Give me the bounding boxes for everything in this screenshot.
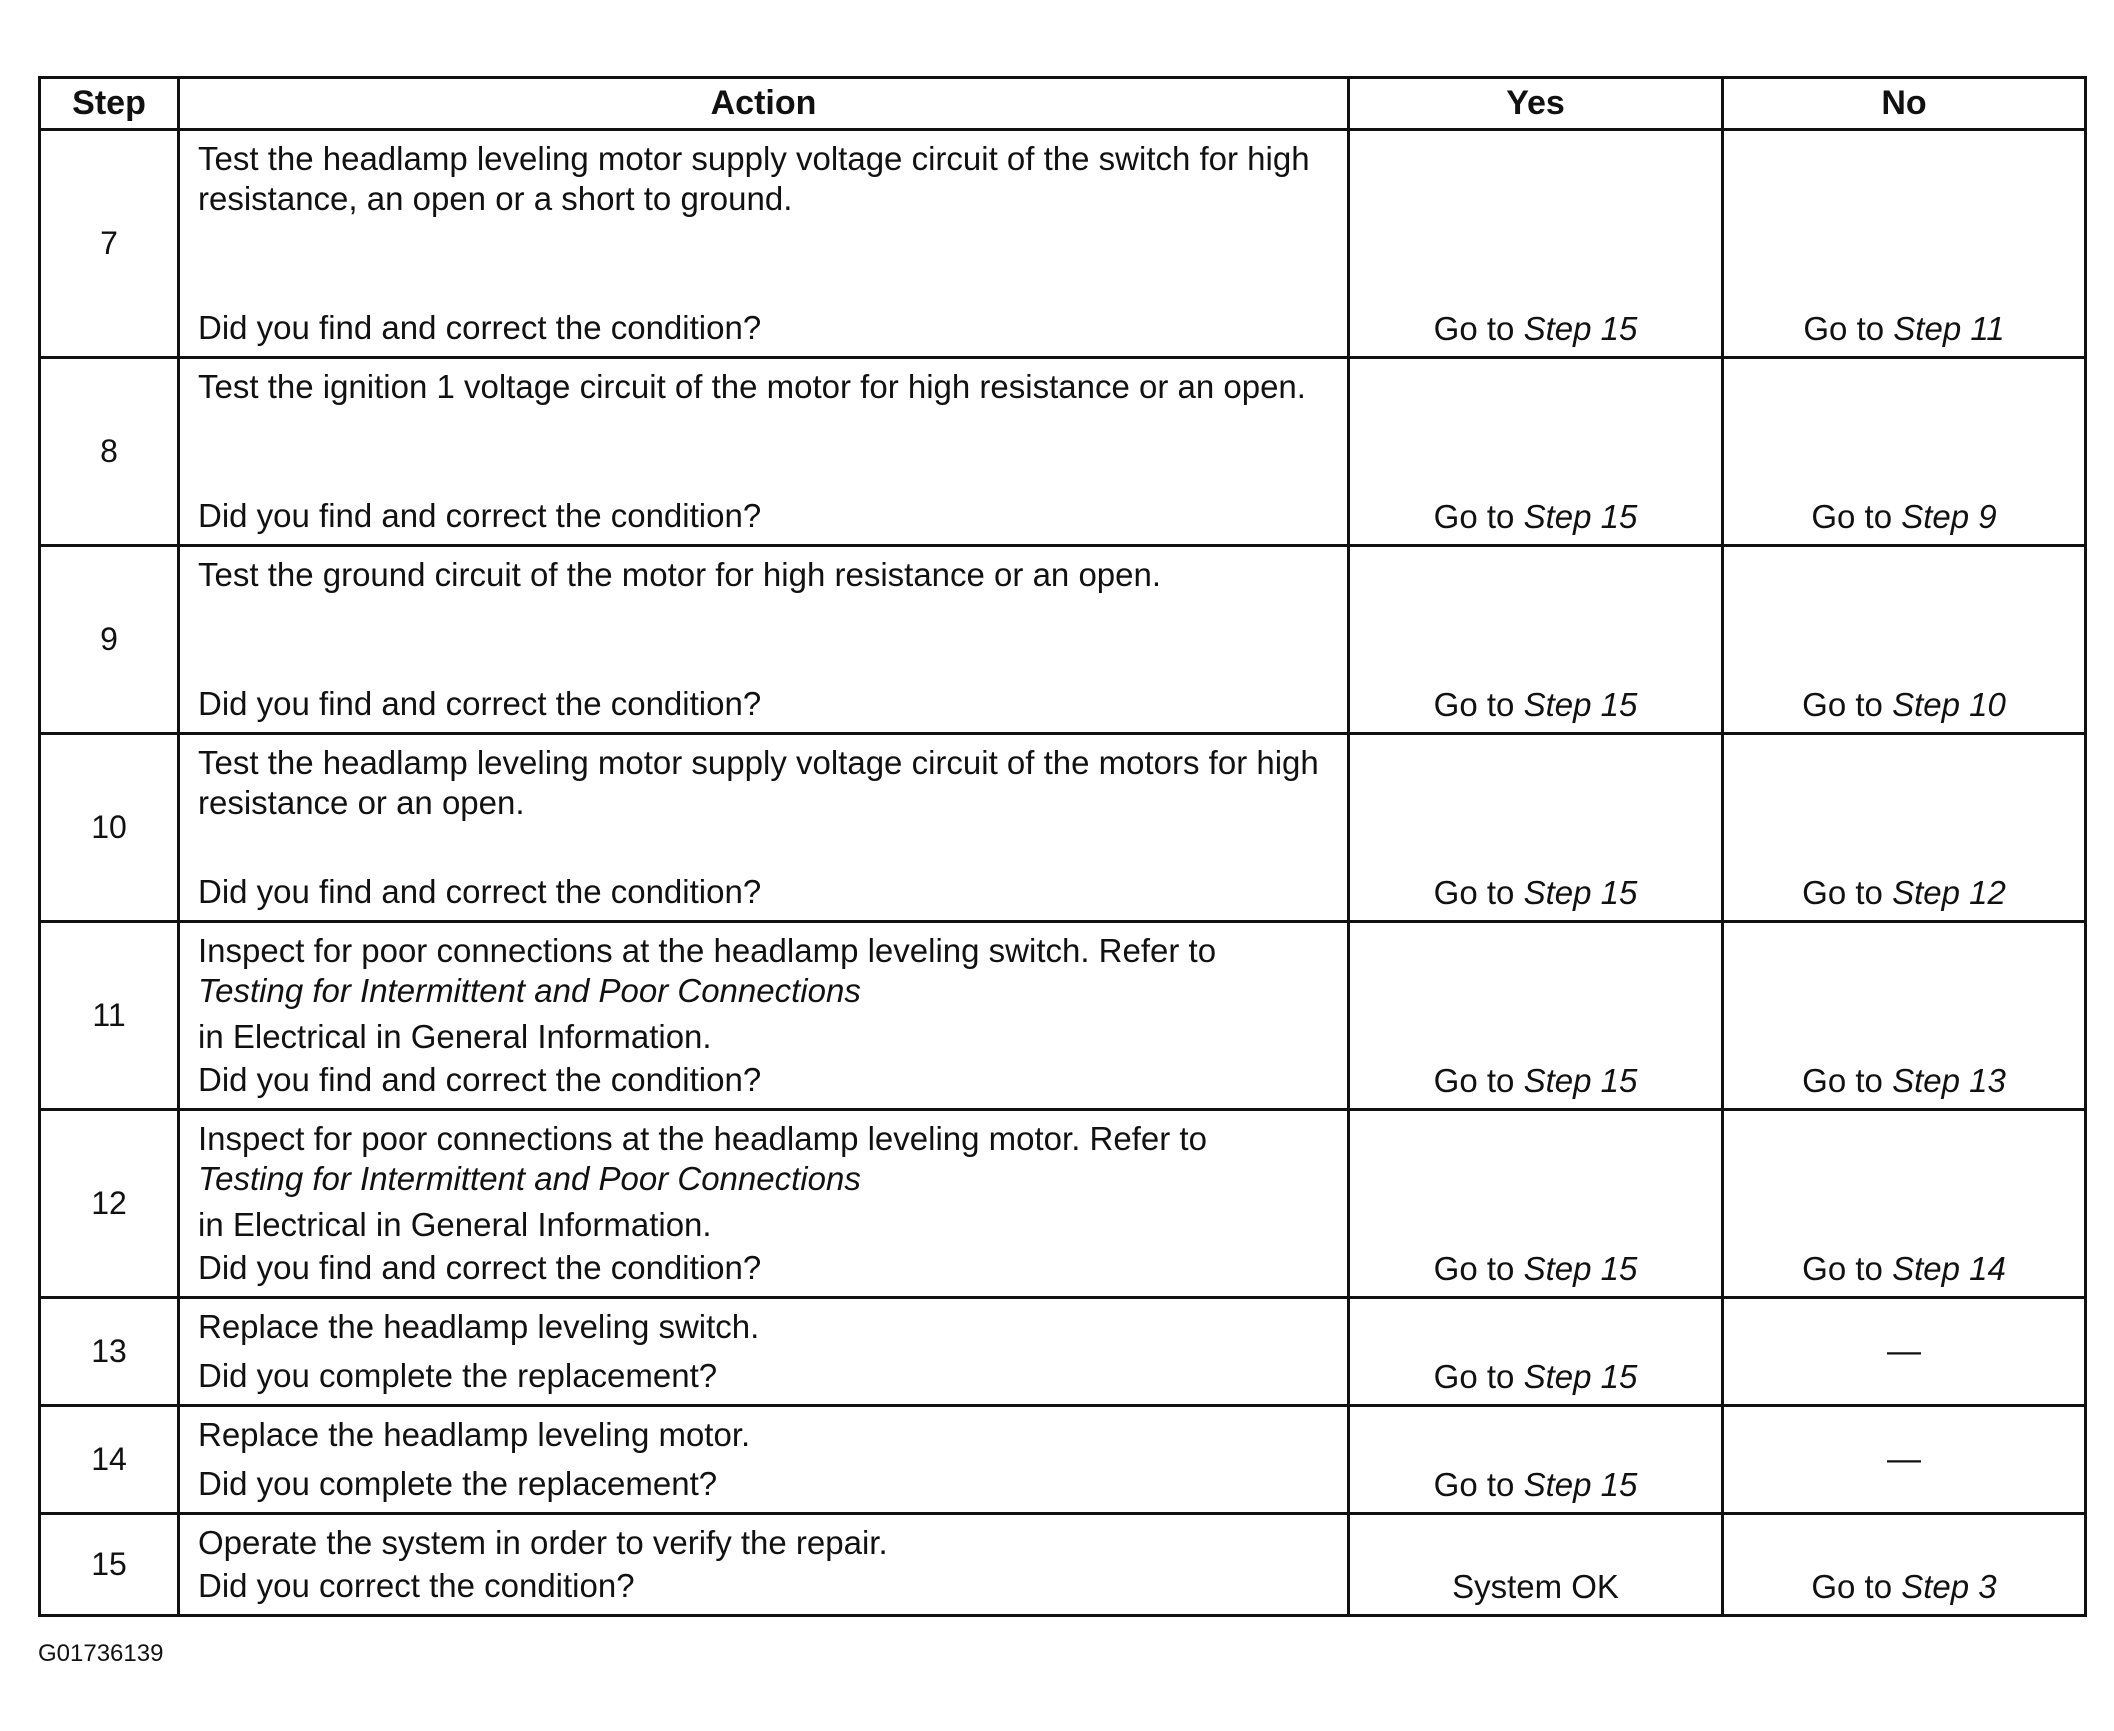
no-step-link[interactable]: Step 9 (1901, 498, 1997, 535)
no-result (1723, 1110, 2086, 1298)
question-text: Did you find and correct the condition? (198, 1249, 762, 1286)
action-cell (179, 922, 1349, 1110)
yes-step-link[interactable]: Step 15 (1523, 1358, 1638, 1395)
table-row (40, 358, 2086, 546)
no-step-link[interactable]: Step 13 (1892, 1062, 2006, 1099)
no-result-dash: — (1723, 1406, 2086, 1514)
no-result (1723, 546, 2086, 734)
step-number: 9 (40, 546, 179, 734)
header-row (40, 78, 2086, 130)
action-cell (179, 358, 1349, 546)
table-row (40, 922, 2086, 1110)
action-text: Test the headlamp leveling motor supply voltage circuit of the switch for high resistance, an open or a short to ground. (198, 140, 1310, 217)
action-cell (179, 546, 1349, 734)
no-step-link[interactable]: Step 14 (1892, 1250, 2006, 1287)
no-goto-label: Go to (1802, 1062, 1883, 1099)
table-row (40, 1514, 2086, 1616)
question-text: Did you find and correct the condition? (198, 1061, 762, 1098)
question-text: Did you find and correct the condition? (198, 309, 762, 346)
question-text: Did you complete the replacement? (198, 1465, 718, 1502)
yes-result (1349, 130, 1723, 358)
action-text: Replace the headlamp leveling motor. (198, 1416, 751, 1453)
reference-location: in Electrical in General Information. (198, 1206, 712, 1243)
yes-result (1349, 1298, 1723, 1406)
yes-step-link[interactable]: Step 15 (1523, 686, 1638, 723)
no-goto-label: Go to (1803, 310, 1885, 347)
table-row (40, 1406, 2086, 1514)
step-number: 13 (40, 1298, 179, 1406)
no-result (1723, 358, 2086, 546)
no-goto-label: Go to (1802, 686, 1883, 723)
no-goto-label: Go to (1811, 498, 1893, 535)
table-row (40, 130, 2086, 358)
reference-location: in Electrical in General Information. (198, 1018, 712, 1055)
step-number: 11 (40, 922, 179, 1110)
yes-goto-label: Go to (1433, 874, 1515, 911)
no-goto-label: Go to (1802, 1250, 1883, 1287)
yes-goto-label: Go to (1433, 686, 1515, 723)
action-cell (179, 130, 1349, 358)
no-step-link[interactable]: Step 12 (1892, 874, 2006, 911)
action-text: Test the headlamp leveling motor supply voltage circuit of the motors for high resistance or an open. (198, 744, 1319, 821)
no-step-link[interactable]: Step 10 (1892, 686, 2006, 723)
diagnostic-table (38, 76, 2087, 1617)
question-text: Did you find and correct the condition? (198, 873, 762, 910)
action-text: Inspect for poor connections at the headlamp leveling motor. Refer to (198, 1120, 1207, 1157)
reference-link[interactable]: Testing for Intermittent and Poor Connections (198, 972, 861, 1009)
action-text: Test the ignition 1 voltage circuit of the motor for high resistance or an open. (198, 368, 1306, 405)
action-cell (179, 1406, 1349, 1514)
yes-result (1349, 734, 1723, 922)
yes-step-link[interactable]: Step 15 (1523, 1466, 1638, 1503)
no-step-link[interactable]: Step 11 (1893, 310, 2005, 347)
action-cell (179, 1110, 1349, 1298)
yes-result (1349, 1110, 1723, 1298)
no-step-link[interactable]: Step 3 (1901, 1568, 1997, 1605)
yes-step-link[interactable]: Step 15 (1523, 874, 1638, 911)
yes-result (1349, 358, 1723, 546)
yes-step-link[interactable]: Step 15 (1523, 1062, 1638, 1099)
step-number: 15 (40, 1514, 179, 1616)
header-yes: Yes (1349, 78, 1723, 130)
step-number: 12 (40, 1110, 179, 1298)
no-result-dash: — (1723, 1298, 2086, 1406)
no-result (1723, 922, 2086, 1110)
yes-result (1349, 546, 1723, 734)
yes-goto-label: Go to (1433, 1358, 1515, 1395)
no-goto-label: Go to (1802, 874, 1883, 911)
yes-step-link[interactable]: Step 15 (1523, 310, 1638, 347)
yes-goto-label: Go to (1433, 1466, 1515, 1503)
no-result (1723, 130, 2086, 358)
question-text: Did you complete the replacement? (198, 1357, 718, 1394)
table-row (40, 734, 2086, 922)
yes-goto-label: Go to (1433, 1250, 1515, 1287)
action-cell (179, 734, 1349, 922)
step-number: 14 (40, 1406, 179, 1514)
figure-id: G01736139 (38, 1640, 164, 1667)
question-text: Did you correct the condition? (198, 1567, 635, 1604)
no-result (1723, 1514, 2086, 1616)
question-text: Did you find and correct the condition? (198, 685, 762, 722)
action-cell (179, 1298, 1349, 1406)
yes-goto-label: Go to (1433, 1062, 1515, 1099)
no-goto-label: Go to (1811, 1568, 1893, 1605)
reference-link[interactable]: Testing for Intermittent and Poor Connections (198, 1160, 861, 1197)
action-text: Inspect for poor connections at the headlamp leveling switch. Refer to (198, 932, 1217, 969)
header-step: Step (40, 78, 179, 130)
yes-step-link[interactable]: Step 15 (1523, 1250, 1638, 1287)
yes-goto-label: Go to (1433, 498, 1515, 535)
action-text: Operate the system in order to verify the repair. (198, 1524, 888, 1561)
table-row (40, 546, 2086, 734)
action-text: Replace the headlamp leveling switch. (198, 1308, 760, 1345)
yes-result: System OK (1349, 1514, 1723, 1616)
yes-result (1349, 1406, 1723, 1514)
yes-step-link[interactable]: Step 15 (1523, 498, 1638, 535)
yes-goto-label: Go to (1433, 310, 1515, 347)
no-result (1723, 734, 2086, 922)
question-text: Did you find and correct the condition? (198, 497, 762, 534)
table-row (40, 1110, 2086, 1298)
yes-result (1349, 922, 1723, 1110)
header-action: Action (179, 78, 1349, 130)
action-text: Test the ground circuit of the motor for high resistance or an open. (198, 556, 1162, 593)
header-no: No (1723, 78, 2086, 130)
step-number: 7 (40, 130, 179, 358)
table-row (40, 1298, 2086, 1406)
action-cell (179, 1514, 1349, 1616)
step-number: 10 (40, 734, 179, 922)
step-number: 8 (40, 358, 179, 546)
